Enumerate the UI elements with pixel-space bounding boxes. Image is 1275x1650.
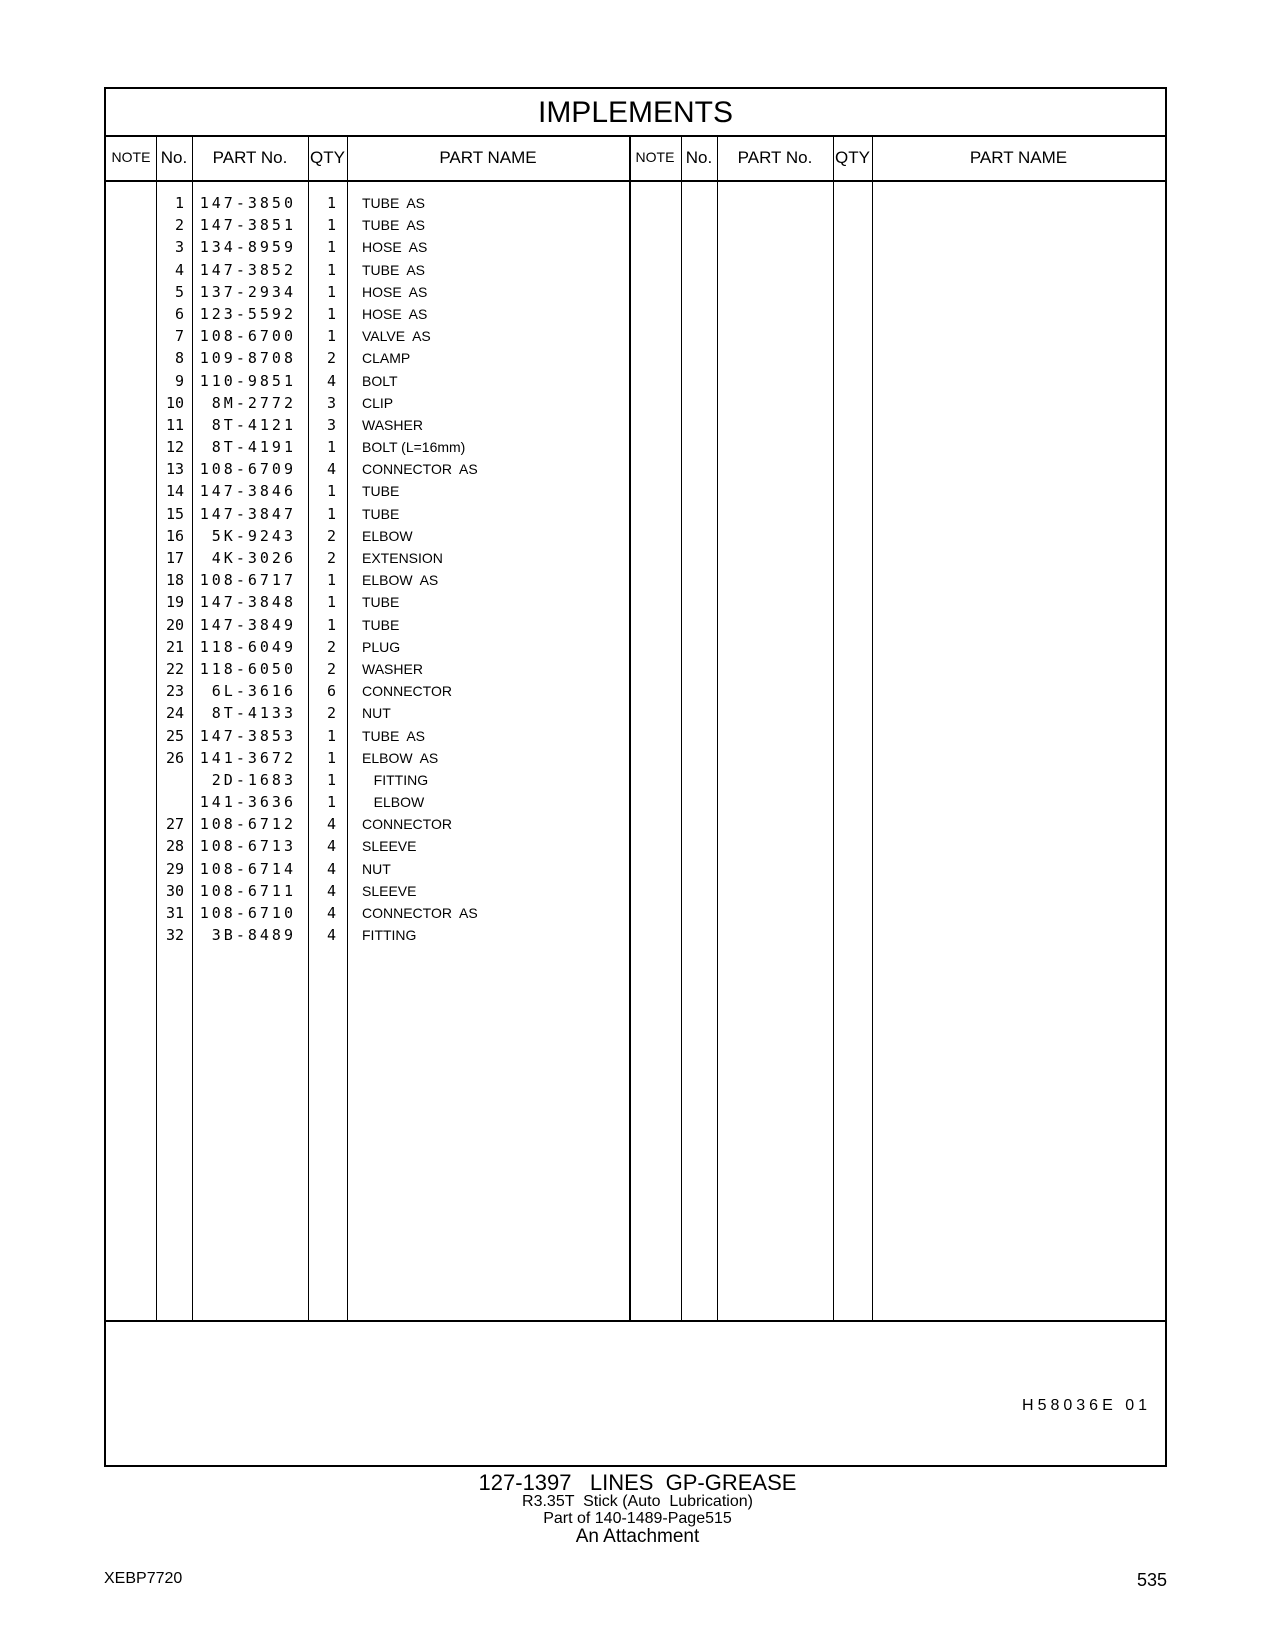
footer-attachment: An Attachment — [575, 1526, 700, 1547]
row-number: 23 — [165, 682, 184, 701]
row-part-number: 108-6714 — [199, 859, 296, 878]
table-row — [106, 880, 636, 902]
row-part-name: VALVE AS — [362, 328, 431, 345]
table-row — [106, 791, 636, 813]
row-quantity: 4 — [326, 815, 336, 834]
row-number: 13 — [165, 460, 184, 479]
header-qty-left: QTY — [310, 148, 345, 167]
row-part-number: 110-9851 — [199, 371, 296, 390]
row-quantity: 1 — [326, 438, 336, 457]
table-row — [106, 636, 636, 658]
row-part-name: TUBE — [362, 505, 400, 522]
row-number: 29 — [165, 859, 184, 878]
row-number: 10 — [165, 393, 184, 412]
row-part-number: 4K-3026 — [211, 549, 296, 567]
row-number: 6 — [174, 304, 184, 323]
header-no-left: No. — [160, 148, 188, 167]
row-part-number: 8T-4133 — [211, 704, 296, 723]
row-part-number: 147-3850 — [199, 194, 296, 212]
column-divider — [872, 135, 873, 1320]
row-number: 28 — [165, 837, 184, 856]
row-part-number: 147-3847 — [199, 504, 296, 523]
table-row — [106, 680, 636, 702]
table-row — [106, 747, 636, 769]
row-number: 20 — [165, 615, 184, 634]
table-row — [106, 769, 636, 791]
row-number: 8 — [174, 349, 184, 368]
row-quantity: 1 — [326, 593, 336, 612]
parts-table-frame — [104, 87, 1167, 1467]
row-number: 18 — [165, 571, 184, 590]
row-quantity: 4 — [326, 460, 336, 479]
row-part-name: FITTING — [362, 771, 429, 788]
row-number: 7 — [174, 327, 184, 346]
table-row — [106, 192, 636, 214]
row-part-number: 108-6713 — [199, 837, 296, 856]
row-part-name: CLAMP — [362, 350, 411, 367]
row-quantity: 4 — [326, 904, 336, 922]
row-quantity: 1 — [326, 770, 336, 789]
row-part-name: TUBE — [362, 616, 400, 633]
row-number: 27 — [165, 815, 184, 834]
header-note-left: NOTE — [111, 149, 151, 165]
row-part-name: WASHER — [362, 660, 423, 677]
row-quantity: 1 — [326, 216, 336, 235]
row-part-name: CONNECTOR — [362, 683, 452, 700]
table-row — [106, 436, 636, 458]
row-part-number: 147-3852 — [199, 260, 296, 279]
row-part-number: 141-3672 — [199, 748, 296, 767]
row-quantity: 4 — [326, 881, 336, 900]
table-row — [106, 591, 636, 613]
row-number: 1 — [174, 194, 184, 212]
row-number: 16 — [165, 526, 184, 545]
row-number: 2 — [174, 216, 184, 235]
header-no-right: No. — [685, 148, 713, 167]
row-part-number: 147-3846 — [199, 482, 296, 501]
row-part-name: TUBE — [362, 594, 400, 611]
row-part-number: 147-3848 — [199, 593, 296, 612]
row-number: 25 — [165, 726, 184, 745]
row-part-name: CONNECTOR — [362, 816, 452, 833]
table-row — [106, 392, 636, 414]
row-quantity: 1 — [326, 194, 336, 212]
row-quantity: 1 — [326, 726, 336, 745]
row-part-number: 2D-1683 — [211, 770, 296, 789]
header-part-name-right: PART NAME — [969, 148, 1068, 167]
row-part-name: SLEEVE — [362, 838, 417, 855]
page-number: 535 — [1136, 1570, 1167, 1590]
table-row — [106, 525, 636, 547]
row-part-number: 5K-9243 — [211, 526, 296, 545]
row-number: 19 — [165, 593, 184, 612]
row-number: 31 — [165, 904, 184, 922]
row-part-number: 8T-4191 — [211, 438, 296, 457]
row-number: 26 — [165, 748, 184, 767]
header-part-no-left: PART No. — [212, 148, 288, 167]
table-row — [106, 614, 636, 636]
column-divider — [681, 135, 682, 1320]
table-row — [106, 347, 636, 369]
row-number: 3 — [174, 238, 184, 257]
row-number: 11 — [165, 415, 184, 434]
table-row — [106, 924, 636, 946]
row-quantity: 1 — [326, 504, 336, 523]
row-part-name: TUBE AS — [362, 217, 426, 234]
row-number: 24 — [165, 704, 184, 723]
row-number: 4 — [174, 260, 184, 279]
row-quantity: 1 — [326, 304, 336, 323]
table-row — [106, 325, 636, 347]
row-part-name: CONNECTOR AS — [362, 905, 478, 921]
row-number: 14 — [165, 482, 184, 501]
row-number: 9 — [174, 371, 184, 390]
row-part-name: FITTING — [362, 927, 417, 944]
row-part-number: 109-8708 — [199, 349, 296, 368]
row-part-name: WASHER — [362, 416, 423, 433]
table-row — [106, 503, 636, 525]
row-quantity: 1 — [326, 327, 336, 346]
document-id: XEBP7720 — [104, 1570, 183, 1587]
row-quantity: 2 — [326, 526, 336, 545]
row-part-number: 134-8959 — [199, 238, 296, 257]
table-row — [106, 813, 636, 835]
table-row — [106, 725, 636, 747]
table-row — [106, 658, 636, 680]
row-part-number: 108-6710 — [199, 904, 296, 922]
row-part-number: 8T-4121 — [211, 415, 296, 434]
table-header — [106, 135, 1165, 182]
row-part-name: BOLT (L=16mm) — [362, 439, 466, 456]
row-part-name: TUBE AS — [362, 261, 426, 278]
table-title: IMPLEMENTS — [106, 89, 1165, 137]
row-quantity: 4 — [326, 837, 336, 856]
table-row — [106, 569, 636, 591]
row-part-name: PLUG — [362, 638, 401, 655]
row-part-name: NUT — [362, 860, 391, 877]
row-part-name: TUBE AS — [362, 727, 426, 744]
row-quantity: 6 — [326, 682, 336, 701]
row-part-name: ELBOW — [362, 794, 425, 811]
table-row — [106, 547, 636, 569]
row-quantity: 4 — [326, 926, 336, 945]
row-part-name: NUT — [362, 705, 391, 722]
table-row — [106, 458, 636, 480]
row-part-name: HOSE AS — [362, 305, 428, 322]
row-part-name: TUBE AS — [362, 195, 426, 211]
row-quantity: 2 — [326, 659, 336, 678]
table-row — [106, 858, 636, 880]
row-quantity: 1 — [326, 615, 336, 634]
row-quantity: 2 — [326, 637, 336, 656]
table-row — [106, 236, 636, 258]
column-divider — [717, 135, 718, 1320]
column-divider — [833, 135, 834, 1320]
row-number: 21 — [165, 637, 184, 656]
row-part-number: 141-3636 — [199, 793, 296, 812]
row-quantity: 3 — [326, 393, 336, 412]
row-part-name: EXTENSION — [362, 550, 443, 566]
table-row — [106, 480, 636, 502]
header-note-right: NOTE — [635, 149, 675, 165]
row-number: 5 — [174, 282, 184, 301]
row-part-number: 6L-3616 — [211, 682, 296, 701]
row-part-name: HOSE AS — [362, 239, 428, 256]
row-part-name: BOLT — [362, 372, 398, 389]
table-row — [106, 702, 636, 724]
row-quantity: 2 — [326, 349, 336, 368]
row-quantity: 1 — [326, 571, 336, 590]
row-part-name: HOSE AS — [362, 283, 428, 300]
parts-list — [106, 192, 636, 946]
table-row — [106, 281, 636, 303]
row-quantity: 1 — [326, 482, 336, 501]
row-part-number: 147-3853 — [199, 726, 296, 745]
row-part-number: 147-3849 — [199, 615, 296, 634]
row-part-number: 108-6700 — [199, 327, 296, 346]
row-part-name: CONNECTOR AS — [362, 461, 478, 478]
header-part-name-left: PART NAME — [439, 148, 537, 167]
row-part-number: 108-6717 — [199, 571, 296, 590]
row-part-number: 123-5592 — [199, 304, 296, 323]
table-bottom-divider — [106, 1320, 1165, 1322]
row-number: 22 — [165, 659, 184, 678]
header-qty-right: QTY — [835, 148, 870, 167]
row-part-number: 3B-8489 — [211, 926, 296, 945]
row-part-number: 108-6709 — [199, 460, 296, 479]
row-quantity: 1 — [326, 260, 336, 279]
row-part-name: ELBOW AS — [362, 572, 439, 589]
row-quantity: 1 — [326, 238, 336, 257]
row-number: 30 — [165, 881, 184, 900]
footer-subtitle: R3.35T Stick (Auto Lubrication) — [522, 1493, 753, 1510]
table-row — [106, 835, 636, 857]
row-part-name: ELBOW AS — [362, 749, 439, 766]
row-part-name: SLEEVE — [362, 882, 417, 899]
row-number: 15 — [165, 504, 184, 523]
table-row — [106, 902, 636, 924]
row-number: 32 — [165, 926, 184, 945]
row-part-name: ELBOW — [362, 527, 413, 544]
header-part-no-right: PART No. — [737, 148, 813, 167]
table-row — [106, 370, 636, 392]
row-part-number: 147-3851 — [199, 216, 296, 235]
row-quantity: 2 — [326, 704, 336, 723]
table-row — [106, 214, 636, 236]
row-part-number: 118-6050 — [199, 659, 296, 678]
row-part-number: 118-6049 — [199, 637, 296, 656]
footer-assembly-title: 127-1397 LINES GP-GREASE — [478, 1470, 797, 1495]
table-row — [106, 259, 636, 281]
row-part-number: 137-2934 — [199, 282, 296, 301]
row-part-name: CLIP — [362, 394, 394, 411]
row-quantity: 2 — [326, 549, 336, 567]
row-quantity: 3 — [326, 415, 336, 434]
row-quantity: 4 — [326, 859, 336, 878]
row-part-number: 108-6712 — [199, 815, 296, 834]
row-quantity: 1 — [326, 793, 336, 812]
drawing-code: H58036E 01 — [1022, 1397, 1151, 1414]
row-part-number: 108-6711 — [199, 881, 296, 900]
row-quantity: 4 — [326, 371, 336, 390]
footer-reference: Part of 140-1489-Page515 — [543, 1510, 732, 1527]
table-row — [106, 303, 636, 325]
row-quantity: 1 — [326, 748, 336, 767]
table-row — [106, 414, 636, 436]
row-quantity: 1 — [326, 282, 336, 301]
row-part-number: 8M-2772 — [211, 393, 296, 412]
row-number: 17 — [165, 549, 184, 567]
row-part-name: TUBE — [362, 483, 400, 500]
row-number: 12 — [165, 438, 184, 457]
